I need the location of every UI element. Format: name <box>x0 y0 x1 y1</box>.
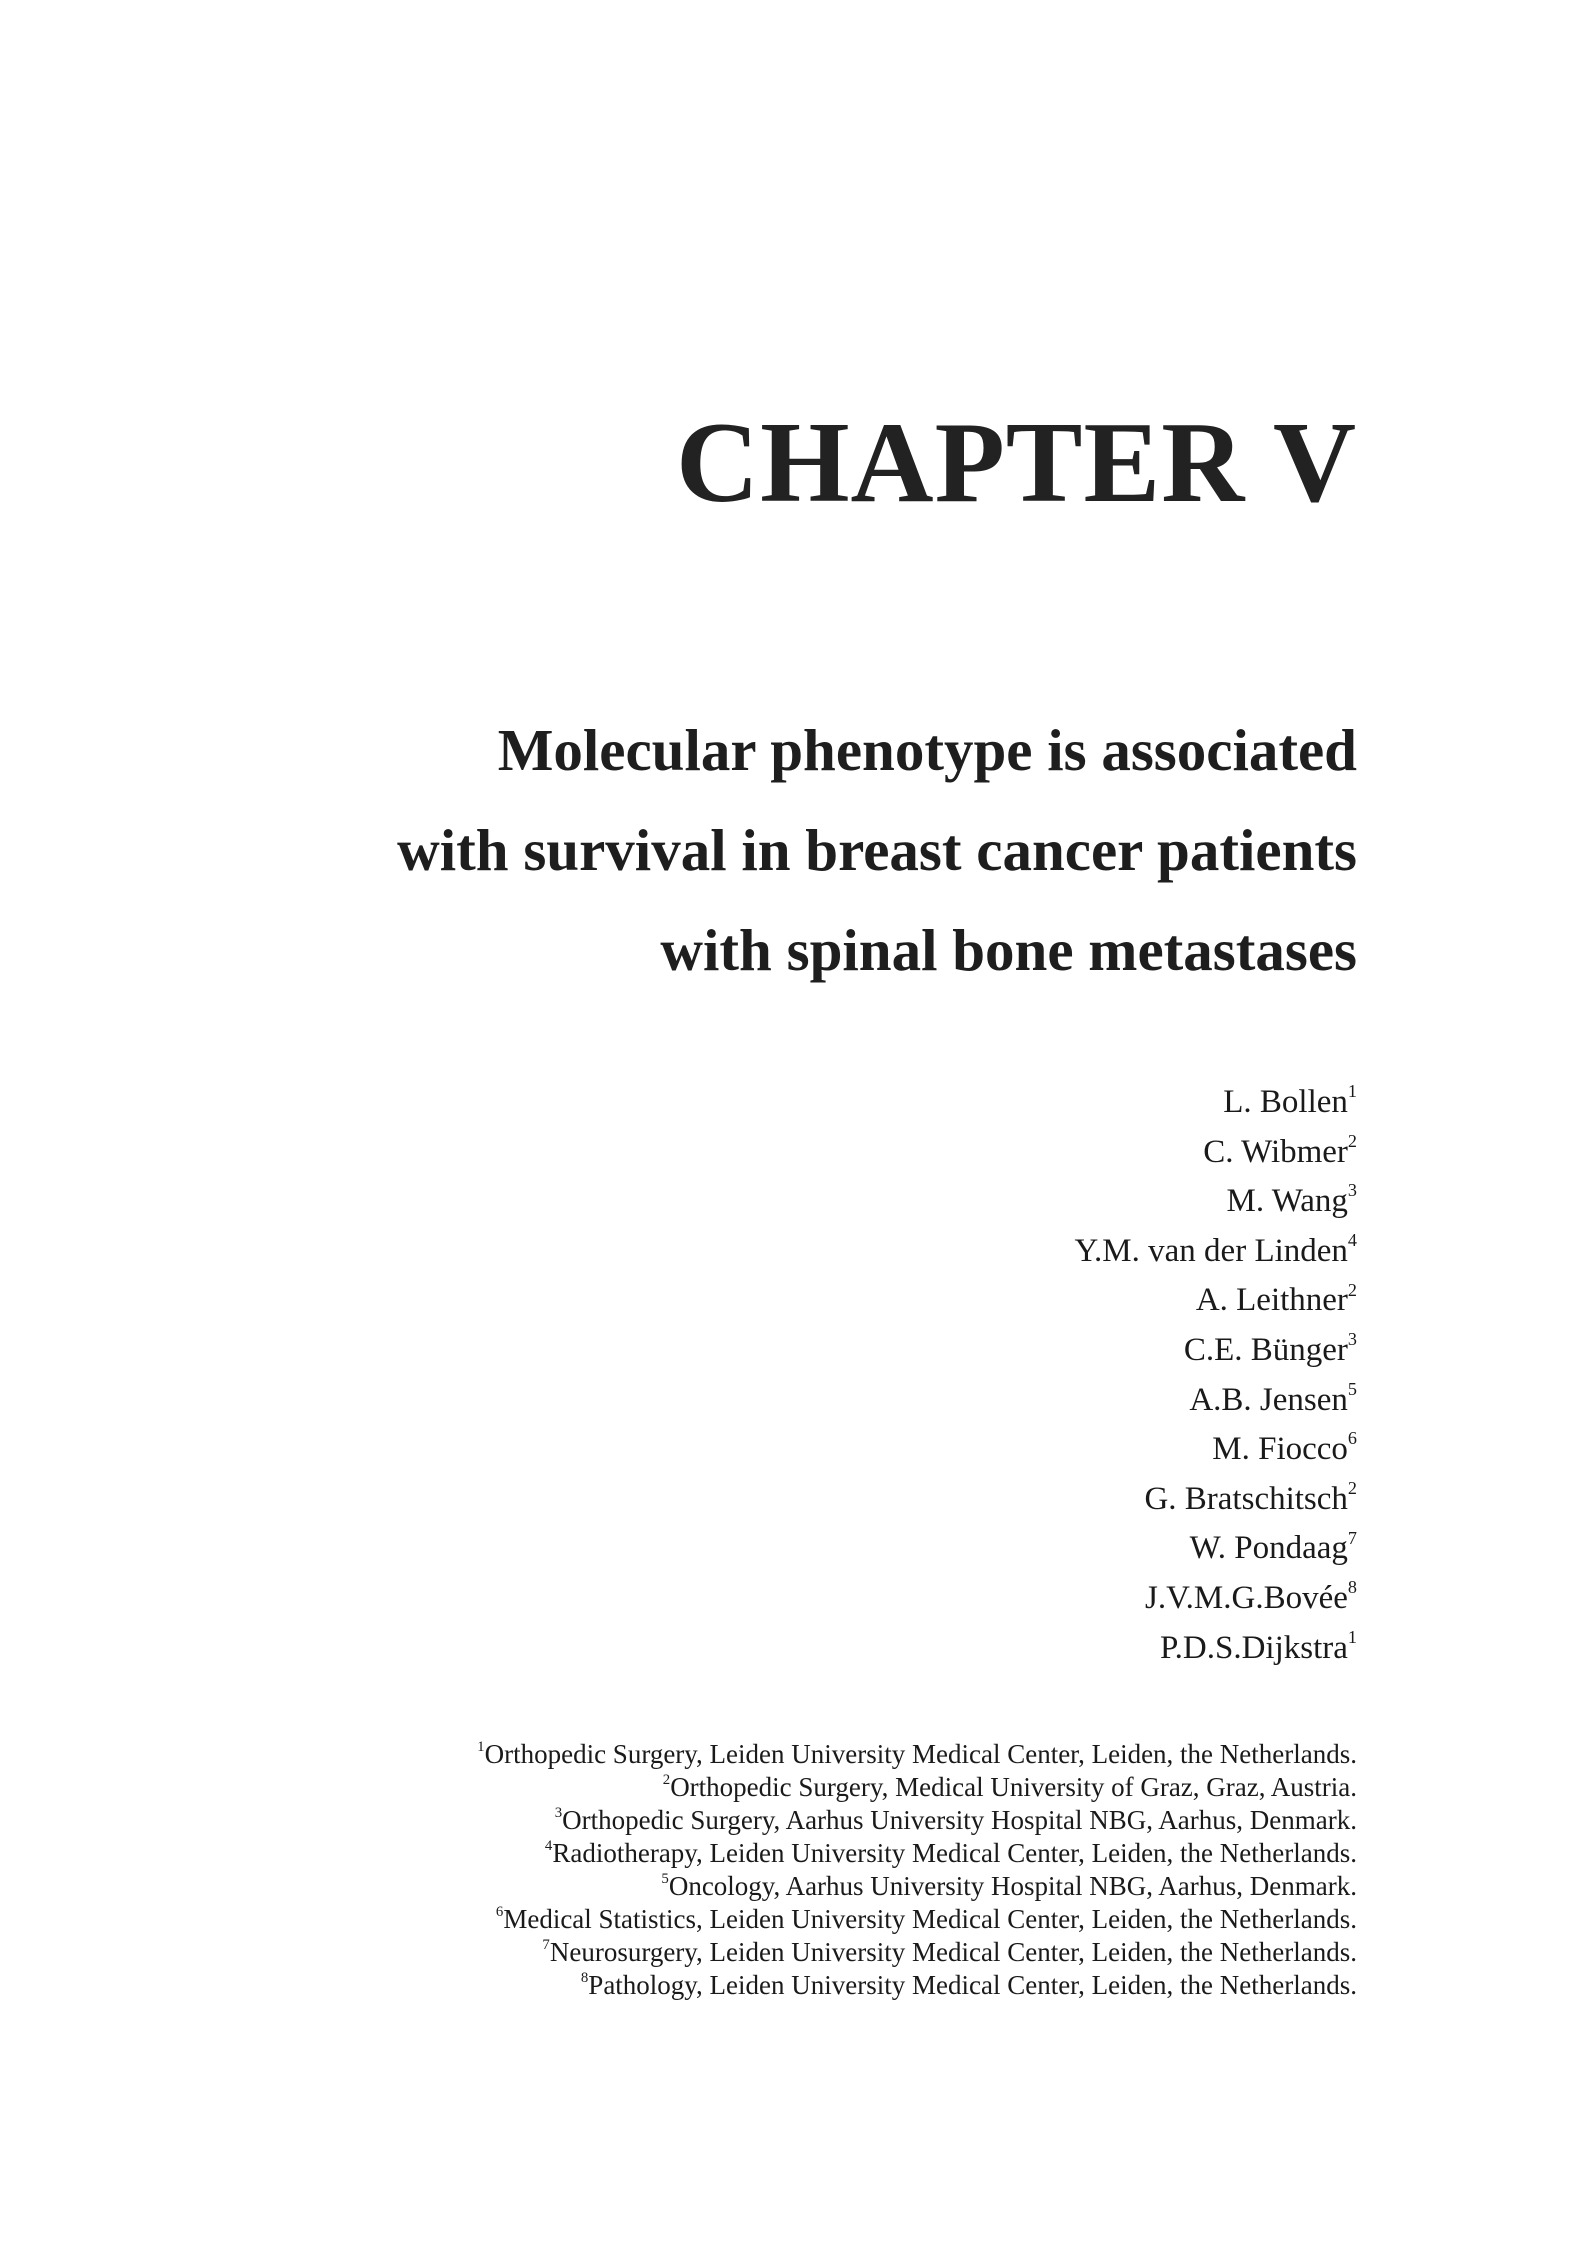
title-line: Molecular phenotype is associated <box>497 717 1357 783</box>
author-affiliation-mark: 1 <box>1347 1626 1357 1647</box>
affiliation-entry <box>477 1969 1357 2002</box>
affiliation-text: Orthopedic Surgery, Aarhus University Hospital NBG, Aarhus, Denmark. <box>562 1805 1357 1835</box>
affiliation-entry <box>477 1804 1357 1837</box>
author-entry <box>1074 1078 1357 1128</box>
author-entry <box>1074 1227 1357 1277</box>
author-name: G. Bratschitsch <box>1144 1480 1348 1517</box>
affiliation-text: Pathology, Leiden University Medical Center, Leiden, the Netherlands. <box>588 1970 1357 2000</box>
author-entry <box>1074 1524 1357 1574</box>
author-affiliation-mark: 5 <box>1347 1378 1357 1399</box>
author-entry <box>1074 1177 1357 1227</box>
author-entry <box>1074 1624 1357 1674</box>
author-entry <box>1074 1376 1357 1426</box>
author-entry <box>1074 1425 1357 1475</box>
title-line: with spinal bone metastases <box>660 917 1357 983</box>
affiliation-mark: 7 <box>542 1936 550 1953</box>
author-affiliation-mark: 8 <box>1347 1577 1357 1598</box>
author-name: A.B. Jensen <box>1189 1381 1348 1418</box>
author-name: A. Leithner <box>1195 1282 1348 1319</box>
author-name: J.V.M.G.Bovée <box>1145 1579 1348 1616</box>
affiliation-entry <box>477 1870 1357 1903</box>
affiliation-text: Neurosurgery, Leiden University Medical Center, Leiden, the Netherlands. <box>549 1937 1357 1967</box>
author-affiliation-mark: 3 <box>1347 1180 1357 1201</box>
affiliation-entry <box>477 1903 1357 1936</box>
affiliation-text: Oncology, Aarhus University Hospital NBG, Aarhus, Denmark. <box>668 1871 1357 1901</box>
affiliation-text: Radiotherapy, Leiden University Medical Center, Leiden, the Netherlands. <box>552 1838 1357 1868</box>
affiliation-mark: 5 <box>661 1870 669 1887</box>
author-name: Y.M. van der Linden <box>1074 1232 1348 1269</box>
author-entry <box>1074 1574 1357 1624</box>
author-affiliation-mark: 1 <box>1347 1081 1357 1102</box>
affiliation-mark: 6 <box>495 1903 504 1920</box>
affiliation-entry <box>477 1771 1357 1804</box>
author-affiliation-mark: 6 <box>1347 1428 1357 1449</box>
author-affiliation-mark: 3 <box>1347 1329 1357 1350</box>
author-entry <box>1074 1326 1357 1376</box>
author-name: L. Bollen <box>1223 1084 1348 1120</box>
author-entry <box>1074 1475 1357 1525</box>
author-entry <box>1074 1128 1357 1178</box>
author-name: M. Wang <box>1226 1183 1348 1220</box>
chapter-heading: CHAPTER V <box>676 399 1357 526</box>
affiliation-text: Medical Statistics, Leiden University Medical Center, Leiden, the Netherlands. <box>503 1904 1357 1934</box>
affiliation-entry <box>477 1936 1357 1969</box>
author-affiliation-mark: 2 <box>1347 1478 1357 1499</box>
affiliation-mark: 2 <box>662 1771 671 1788</box>
affiliation-entry <box>477 1837 1357 1870</box>
affiliation-mark: 8 <box>580 1969 589 1986</box>
author-name: W. Pondaag <box>1189 1530 1348 1567</box>
affiliation-text: Orthopedic Surgery, Leiden University Medical Center, Leiden, the Netherlands. <box>484 1739 1357 1769</box>
affiliation-list <box>477 1738 1357 2002</box>
author-name: C. Wibmer <box>1203 1133 1348 1170</box>
affiliation-mark: 1 <box>477 1738 485 1755</box>
author-list <box>1074 1078 1357 1673</box>
title-line: with survival in breast cancer patients <box>397 817 1357 883</box>
affiliation-mark: 3 <box>554 1804 563 1821</box>
author-affiliation-mark: 4 <box>1347 1230 1357 1251</box>
affiliation-entry <box>477 1738 1357 1771</box>
chapter-title <box>397 700 1357 1000</box>
author-affiliation-mark: 2 <box>1347 1130 1357 1151</box>
author-name: M. Fiocco <box>1212 1431 1348 1468</box>
affiliation-text: Orthopedic Surgery, Medical University of Graz, Graz, Austria. <box>670 1772 1357 1802</box>
affiliation-mark: 4 <box>544 1837 553 1854</box>
author-affiliation-mark: 2 <box>1347 1279 1357 1300</box>
author-name: C.E. Bünger <box>1183 1331 1348 1368</box>
author-entry <box>1074 1276 1357 1326</box>
author-name: P.D.S.Dijkstra <box>1159 1629 1348 1666</box>
author-affiliation-mark: 7 <box>1347 1527 1357 1548</box>
